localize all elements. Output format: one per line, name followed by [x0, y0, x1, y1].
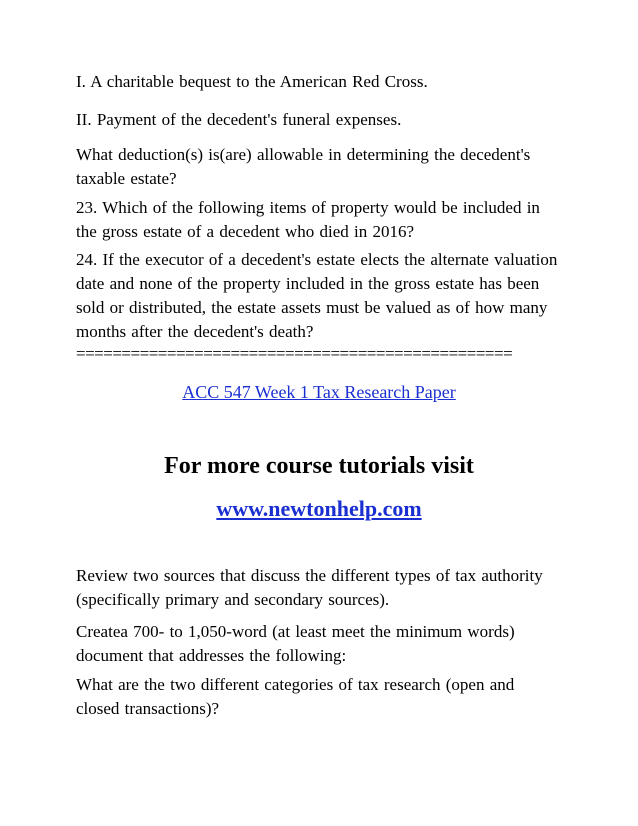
next-title-link[interactable]: ACC 547 Week 1 Tax Research Paper	[182, 382, 456, 402]
question-24: 24. If the executor of a decedent's estate elects the alternate valuation date and none of the property included in the gross estate has been sold or distributed, the estate assets must be valued as of how many months after the decedent's death?	[76, 250, 558, 341]
create-paragraph: Createa 700- to 1,050-word (at least meet the minimum words) document that addresses the following:	[76, 622, 515, 665]
question-deductions: What deduction(s) is(are) allowable in determining the decedent's taxable estate?	[76, 145, 531, 188]
list-item-funeral-expenses: II. Payment of the decedent's funeral expenses.	[76, 110, 402, 129]
promo-heading: For more course tutorials visit	[164, 453, 474, 479]
question-categories: What are the two different categories of tax research (open and closed transactions)?	[76, 675, 515, 718]
separator-line: ================================================	[76, 344, 513, 363]
review-paragraph: Review two sources that discuss the different types of tax authority (specifically primary and secondary sources).	[76, 566, 543, 609]
question-23: 23. Which of the following items of property would be included in the gross estate of a decedent who died in 2016?	[76, 198, 540, 241]
list-item-charitable-bequest: I. A charitable bequest to the American Red Cross.	[76, 72, 428, 91]
newtonhelp-link[interactable]: www.newtonhelp.com	[216, 496, 422, 521]
